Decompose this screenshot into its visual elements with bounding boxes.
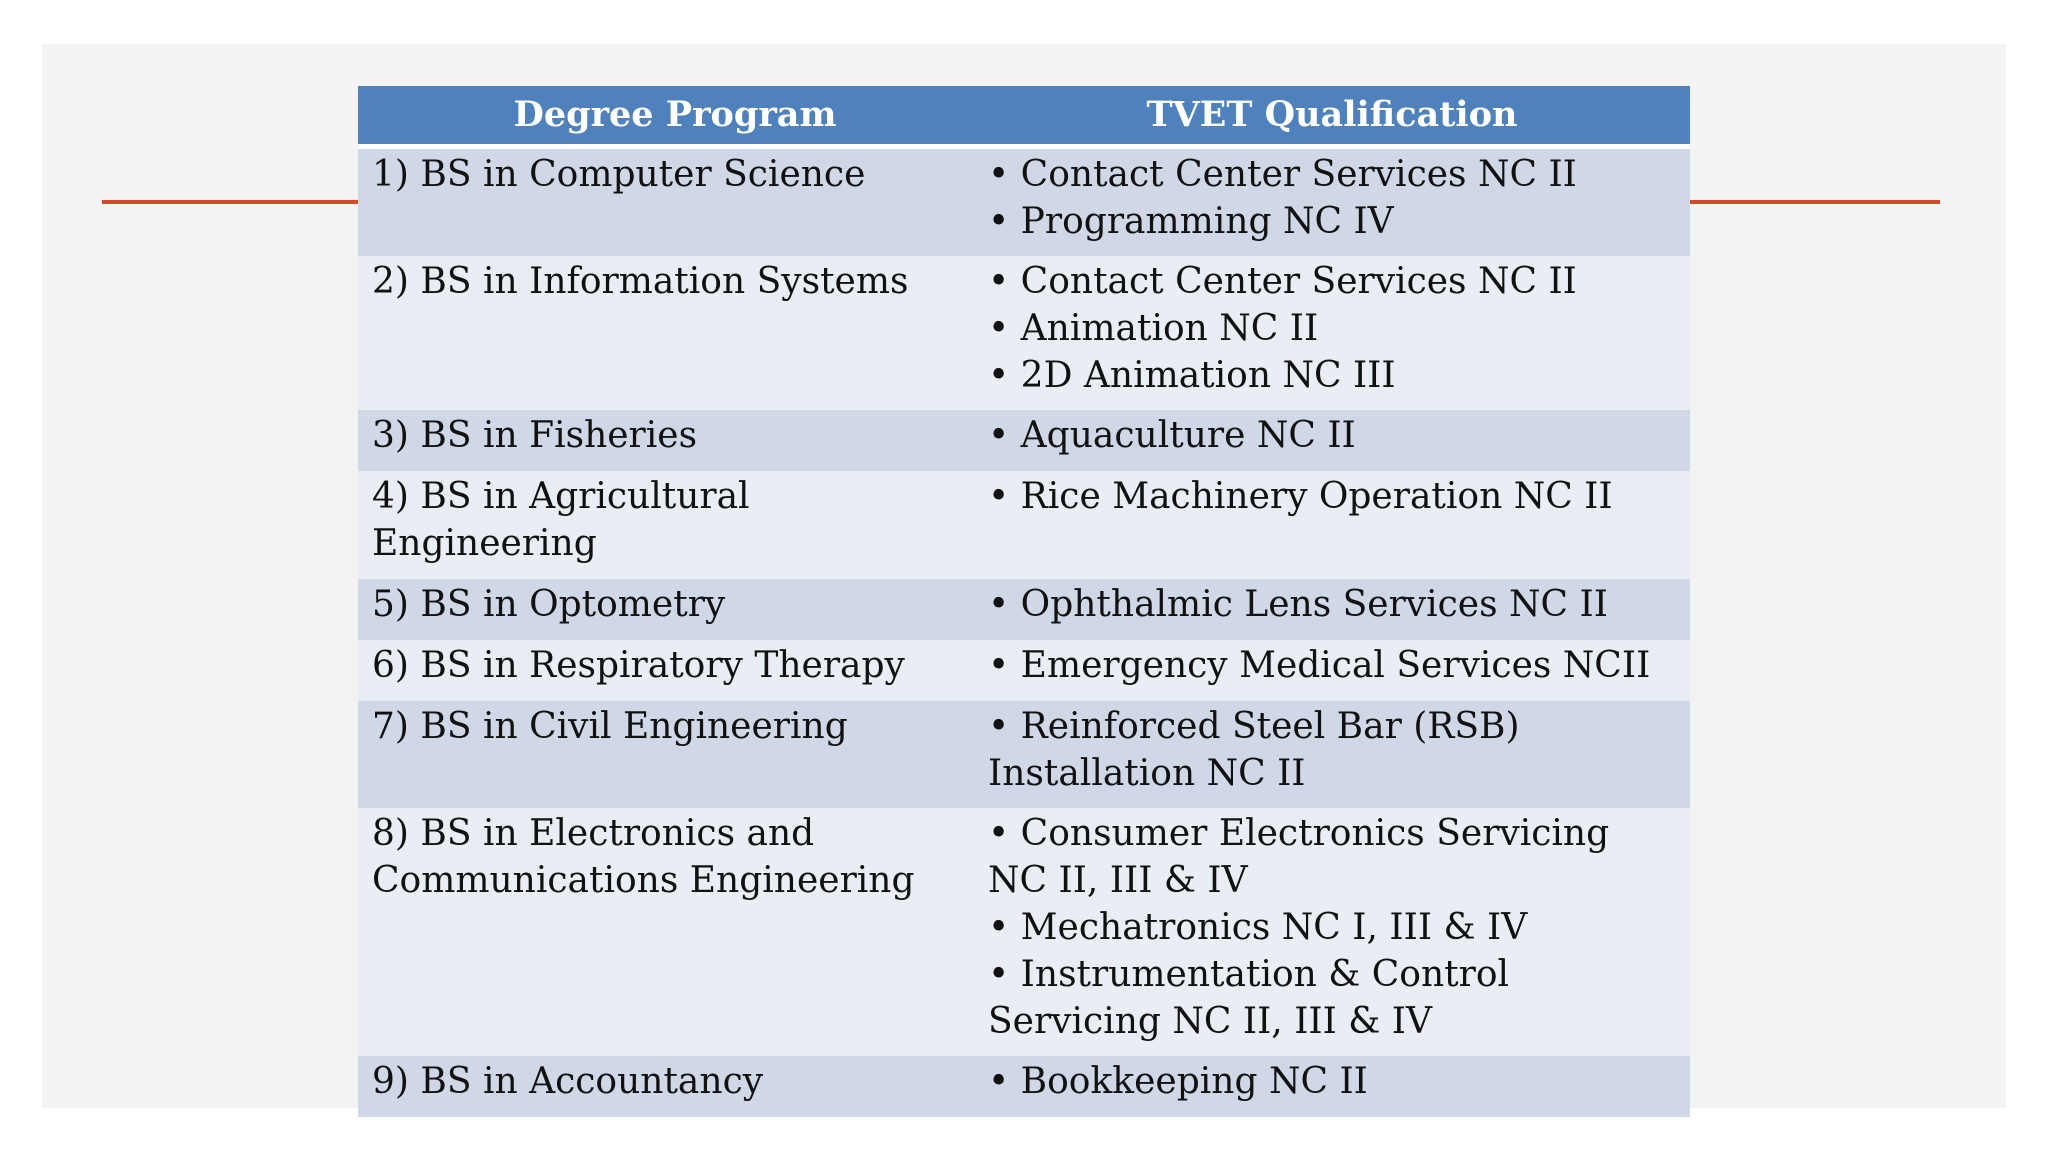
- header-degree-program: Degree Program: [513, 94, 837, 135]
- qualification-item: • Contact Center Services NC II: [988, 154, 1577, 195]
- qualification-item: • Mechatronics NC I, III & IV: [988, 907, 1528, 948]
- header-tvet-qualification: TVET Qualification: [1146, 94, 1518, 135]
- table-row: [358, 808, 1690, 1056]
- qualification-item: • Instrumentation & Control Servicing NC II, III & IV: [988, 954, 1510, 1042]
- table-row: [358, 579, 1690, 640]
- degree-cell: 3) BS in Fisheries: [372, 415, 698, 456]
- qualification-item: • Reinforced Steel Bar (RSB) Installation NC II: [988, 706, 1520, 794]
- qualification-cell: [988, 808, 1690, 1056]
- degree-cell: 1) BS in Computer Science: [372, 154, 866, 195]
- degree-cell: 6) BS in Respiratory Therapy: [372, 645, 905, 686]
- qualification-item: • Consumer Electronics Servicing NC II, III & IV: [988, 813, 1610, 901]
- qualification-item: • Rice Machinery Operation NC II: [988, 476, 1613, 517]
- degree-cell: 8) BS in Electronics and Communications Engineering: [372, 813, 915, 901]
- qualification-item: • 2D Animation NC III: [988, 355, 1396, 396]
- degree-tvet-table: [358, 86, 1690, 1117]
- qualification-cell: [988, 410, 1690, 471]
- table-row: [358, 640, 1690, 701]
- table-header-row: [358, 86, 1690, 149]
- qualification-cell: [988, 256, 1690, 410]
- degree-cell: 2) BS in Information Systems: [372, 261, 909, 302]
- qualification-item: • Programming NC IV: [988, 201, 1394, 242]
- accent-line-left: [102, 200, 362, 204]
- qualification-item: • Ophthalmic Lens Services NC II: [988, 584, 1608, 625]
- qualification-item: • Contact Center Services NC II: [988, 261, 1577, 302]
- qualification-cell: [988, 579, 1690, 640]
- qualification-cell: [988, 701, 1690, 808]
- qualification-item: • Animation NC II: [988, 308, 1319, 349]
- table-row: [358, 256, 1690, 410]
- table-row: [358, 471, 1690, 579]
- qualification-item: • Bookkeeping NC II: [988, 1061, 1368, 1102]
- qualification-cell: [988, 149, 1690, 256]
- accent-line-right: [1690, 200, 1940, 204]
- table-row: [358, 410, 1690, 471]
- qualification-item: • Aquaculture NC II: [988, 415, 1356, 456]
- slide: [42, 44, 2006, 1108]
- table-row: [358, 1056, 1690, 1117]
- degree-cell: 4) BS in Agricultural Engineering: [372, 476, 750, 564]
- qualification-item: • Emergency Medical Services NCII: [988, 645, 1651, 686]
- qualification-cell: [988, 640, 1690, 701]
- degree-cell: 7) BS in Civil Engineering: [372, 706, 848, 747]
- degree-cell: 9) BS in Accountancy: [372, 1061, 764, 1102]
- qualification-cell: [988, 1056, 1690, 1117]
- table-row: [358, 149, 1690, 256]
- qualification-cell: [988, 471, 1690, 579]
- table-row: [358, 701, 1690, 808]
- degree-cell: 5) BS in Optometry: [372, 584, 726, 625]
